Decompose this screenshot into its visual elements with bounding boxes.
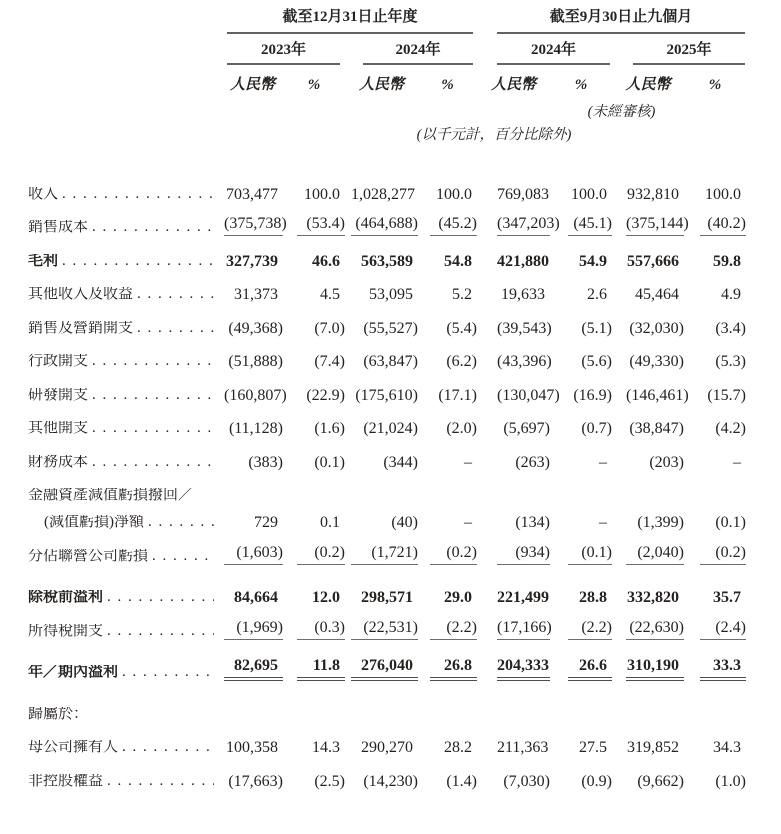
value-cell-fy2023-pct: (7.4) — [314, 353, 345, 370]
percent-header: % — [441, 77, 454, 93]
table-row — [28, 345, 781, 379]
value-cell-fy2023-rmb: (383) — [248, 453, 283, 471]
row-label: 年／期內溢利 — [28, 665, 119, 681]
dot-leader — [148, 515, 214, 531]
dot-leader — [107, 590, 214, 606]
value-cell-fy2024-rmb — [345, 488, 418, 504]
value-cell-9m2024-pct: 54.9 — [579, 252, 607, 270]
row-label: 其他開支 — [28, 421, 89, 437]
value-cell-fy2024-pct: 26.8 — [418, 658, 477, 681]
value-cell-9m2025-pct: (15.7) — [707, 386, 746, 404]
value-cell-9m2024-rmb: 204,333 — [477, 658, 550, 681]
label-column-spacer — [28, 34, 222, 65]
value-cell-9m2025-pct: (2.4) — [684, 620, 746, 640]
year-col-9m2025 — [612, 34, 746, 65]
value-cell-fy2023-pct: (7.0) — [314, 319, 345, 337]
value-cell-fy2023-rmb: 729 — [254, 514, 278, 531]
value-cell-fy2023-pct: (1.6) — [314, 420, 345, 437]
value-cell-9m2025-rmb: (38,847) — [629, 420, 684, 437]
value-cell-fy2024-pct: 29.0 — [444, 589, 472, 606]
value-cell-9m2024-rmb: 421,880 — [497, 252, 549, 270]
value-cell-9m2024-rmb: (130,047) — [497, 386, 560, 404]
value-cell-9m2025-rmb — [612, 488, 684, 504]
value-cell-9m2025-rmb: (22,630) — [612, 620, 684, 640]
value-cell-fy2023-rmb: (160,807) — [224, 386, 287, 404]
value-cell-fy2024-pct: 5.2 — [452, 286, 472, 303]
table-row — [28, 581, 781, 615]
row-label-cell — [28, 774, 222, 790]
row-label-cell — [28, 488, 222, 504]
value-cell-9m2025-rmb: (9,662) — [637, 772, 684, 790]
value-cell-fy2023-rmb: 84,664 — [234, 589, 278, 606]
row-label-cell — [28, 254, 222, 270]
row-label-cell — [28, 590, 222, 606]
value-cell-fy2023-pct: 12.0 — [312, 589, 340, 606]
dot-leader — [92, 354, 214, 370]
value-cell-fy2023-rmb: (49,368) — [228, 319, 283, 337]
table-row — [28, 378, 781, 412]
value-cell-9m2025-pct: (0.2) — [684, 545, 746, 565]
value-cell-fy2024-pct: 54.8 — [444, 252, 472, 270]
value-cell-9m2025-rmb: 310,190 — [612, 658, 684, 681]
value-cell-9m2024-rmb: (43,396) — [497, 353, 552, 370]
table-row — [28, 244, 781, 278]
dot-leader — [92, 388, 214, 404]
value-cell-fy2023-rmb: 703,477 — [226, 185, 278, 203]
value-cell-fy2023-pct: (53.4) — [283, 216, 345, 236]
value-cell-9m2025-pct: 100.0 — [705, 185, 741, 203]
value-cell-9m2025-pct: 59.8 — [713, 252, 741, 270]
row-label: 其他收入及收益 — [28, 287, 134, 303]
dot-leader — [107, 624, 214, 640]
period-group-9m — [477, 10, 746, 34]
row-label: 銷售成本 — [28, 220, 89, 236]
value-cell-fy2023-pct: 14.3 — [312, 739, 340, 756]
table-row — [28, 764, 781, 798]
row-label: 毛利 — [28, 253, 59, 269]
table-row — [28, 278, 781, 312]
currency-header: 人民幣 — [490, 77, 536, 93]
subheader-row — [28, 65, 781, 93]
value-cell-9m2024-rmb: (134) — [515, 514, 550, 531]
note-spacer — [28, 128, 222, 143]
year-col-9m2024 — [477, 34, 612, 65]
table-row — [28, 656, 781, 690]
value-cell-9m2025-pct: 33.3 — [684, 658, 746, 681]
year-label: 2024年 — [497, 34, 610, 65]
value-cell-fy2024-rmb: 1,028,277 — [351, 185, 415, 203]
value-cell-fy2024-pct: – — [464, 453, 472, 471]
value-cell-9m2024-rmb: 769,083 — [497, 185, 549, 203]
value-cell-9m2024-pct: 100.0 — [571, 185, 607, 203]
row-label-cell — [28, 515, 222, 531]
table-body — [28, 177, 781, 798]
dot-leader — [92, 455, 214, 471]
percent-header: % — [708, 77, 722, 93]
value-cell-9m2024-pct: (2.2) — [550, 620, 612, 640]
value-cell-fy2024-pct: (6.2) — [446, 353, 477, 370]
year-label: 2023年 — [227, 34, 340, 65]
dot-leader — [62, 187, 214, 203]
row-label-cell — [28, 624, 222, 640]
value-cell-fy2023-rmb: (1,969) — [222, 620, 283, 640]
year-header-row — [28, 34, 781, 65]
value-cell-fy2023-rmb: 100,358 — [226, 739, 278, 756]
value-cell-9m2025-pct: 4.9 — [721, 286, 741, 303]
value-cell-9m2024-pct: – — [599, 514, 607, 531]
value-cell-fy2024-pct: 28.2 — [444, 739, 472, 756]
value-cell-9m2025-rmb: (203) — [649, 453, 684, 471]
value-cell-fy2024-pct: – — [464, 514, 472, 531]
value-cell-9m2025-rmb: 45,464 — [635, 286, 679, 303]
value-cell-9m2024-rmb: (5,697) — [503, 420, 550, 437]
value-cell-fy2023-pct — [283, 488, 345, 504]
period-group-header-row — [28, 10, 781, 34]
value-cell-fy2023-pct: 11.8 — [283, 658, 345, 681]
value-cell-fy2023-rmb — [222, 488, 283, 504]
value-cell-fy2024-rmb: (22,531) — [345, 620, 418, 640]
value-cell-9m2024-pct: 27.5 — [579, 739, 607, 756]
value-cell-fy2024-rmb: (55,527) — [363, 319, 418, 337]
value-cell-fy2024-rmb: (14,230) — [363, 772, 418, 790]
value-cell-9m2024-rmb: (263) — [515, 453, 550, 471]
value-cell-9m2024-rmb: 211,363 — [497, 739, 549, 756]
value-cell-fy2024-rmb — [345, 707, 418, 723]
value-cell-fy2023-pct: (2.5) — [314, 772, 345, 790]
value-cell-9m2024-rmb — [477, 707, 550, 723]
value-cell-9m2025-rmb: (1,399) — [637, 514, 684, 531]
value-cell-9m2024-pct: (16.9) — [573, 386, 612, 404]
row-label: (減值虧損)淨額 — [44, 515, 144, 531]
currency-header: 人民幣 — [625, 77, 671, 93]
value-cell-fy2024-pct: (2.2) — [418, 620, 477, 640]
dot-leader — [137, 287, 214, 303]
units-note: (以千元計，百分比除外) — [416, 126, 572, 143]
value-cell-9m2024-pct: (0.1) — [550, 545, 612, 565]
dot-leader — [137, 321, 214, 337]
table-row — [28, 512, 781, 539]
value-cell-9m2024-pct — [550, 707, 612, 723]
value-cell-fy2023-rmb: (17,663) — [228, 772, 283, 790]
value-cell-9m2024-pct: 2.6 — [587, 286, 607, 303]
value-cell-9m2025-rmb — [612, 707, 684, 723]
row-label: 行政開支 — [28, 354, 89, 370]
value-cell-9m2025-rmb: (2,040) — [612, 545, 684, 565]
table-row — [28, 177, 781, 211]
row-label: 非控股權益 — [28, 773, 104, 789]
row-label: 研發開支 — [28, 387, 89, 403]
row-label: 銷售及營銷開支 — [28, 320, 134, 336]
value-cell-9m2024-rmb: 221,499 — [497, 589, 549, 606]
value-cell-9m2024-rmb: 19,633 — [501, 286, 545, 303]
value-cell-fy2023-pct: 46.6 — [312, 252, 340, 270]
value-cell-fy2023-pct: 100.0 — [304, 185, 340, 203]
value-cell-fy2023-rmb: (375,738) — [222, 216, 283, 236]
table-row — [28, 614, 781, 648]
value-cell-fy2024-pct: (5.4) — [446, 319, 477, 337]
value-cell-9m2025-pct: – — [733, 453, 741, 471]
value-cell-fy2024-rmb: (464,688) — [345, 216, 418, 236]
value-cell-fy2023-pct: (0.3) — [283, 620, 345, 640]
table-row — [28, 445, 781, 479]
row-label-cell — [28, 665, 222, 681]
row-label-cell — [28, 354, 222, 370]
value-cell-9m2024-rmb — [477, 488, 550, 504]
period-group-title: 截至12月31日止年度 — [227, 10, 473, 34]
value-cell-fy2024-pct: 100.0 — [436, 185, 472, 203]
value-cell-9m2025-rmb: 932,810 — [627, 185, 679, 203]
value-cell-fy2024-rmb: (63,847) — [363, 353, 418, 370]
row-label-cell — [28, 707, 222, 723]
label-column-spacer — [28, 10, 222, 34]
value-cell-fy2024-pct: (1.4) — [446, 772, 477, 790]
value-cell-9m2025-pct — [684, 707, 746, 723]
row-label-cell — [28, 220, 222, 236]
label-column-spacer — [28, 78, 222, 93]
table-row — [28, 479, 781, 513]
value-cell-fy2024-rmb: (40) — [391, 514, 418, 531]
value-cell-fy2023-rmb — [222, 707, 283, 723]
value-cell-9m2025-rmb: (49,330) — [629, 353, 684, 370]
value-cell-fy2024-rmb: (1,721) — [345, 545, 418, 565]
value-cell-fy2023-pct — [283, 707, 345, 723]
value-cell-fy2023-rmb: 327,739 — [226, 252, 278, 270]
dot-leader — [92, 421, 214, 437]
value-cell-fy2024-pct — [418, 707, 477, 723]
value-cell-9m2024-pct: 28.8 — [579, 589, 607, 606]
value-cell-9m2024-pct: (0.9) — [581, 772, 612, 790]
row-label: 收入 — [28, 186, 59, 202]
value-cell-fy2023-pct: 0.1 — [320, 514, 340, 531]
table-row — [28, 539, 781, 573]
value-cell-fy2024-pct: (2.0) — [446, 420, 477, 437]
value-cell-fy2023-pct: (0.1) — [314, 453, 345, 471]
value-cell-9m2025-pct: 35.7 — [713, 589, 741, 606]
table-row — [28, 731, 781, 765]
year-col-fy2023 — [222, 34, 345, 65]
year-col-fy2024 — [345, 34, 477, 65]
year-label: 2024年 — [363, 34, 473, 65]
value-cell-9m2024-rmb: (17,166) — [477, 620, 550, 640]
unaudited-note: (未經審核) — [587, 104, 656, 120]
value-cell-fy2024-rmb: 53,095 — [369, 286, 413, 303]
row-label: 所得稅開支 — [28, 623, 104, 639]
units-note-row — [28, 128, 781, 143]
row-label: 財務成本 — [28, 454, 89, 470]
percent-header: % — [307, 77, 321, 93]
value-cell-9m2025-rmb: (32,030) — [629, 319, 684, 337]
value-cell-fy2023-rmb: 31,373 — [234, 286, 278, 303]
currency-header: 人民幣 — [358, 77, 404, 93]
value-cell-fy2024-rmb: (21,024) — [363, 420, 418, 437]
value-cell-9m2024-rmb: (7,030) — [503, 772, 550, 790]
value-cell-9m2024-pct: (5.1) — [581, 319, 612, 337]
table-row — [28, 412, 781, 446]
value-cell-fy2023-rmb: (1,603) — [222, 545, 283, 565]
table-row — [28, 697, 781, 731]
row-label: 母公司擁有人 — [28, 740, 119, 756]
value-cell-9m2025-pct: (5.3) — [715, 353, 746, 370]
value-cell-9m2025-rmb: 557,666 — [627, 252, 679, 270]
value-cell-fy2024-pct: (45.2) — [418, 216, 477, 236]
currency-header: 人民幣 — [229, 77, 275, 93]
value-cell-9m2024-pct: – — [599, 453, 607, 471]
value-cell-fy2023-pct: 4.5 — [320, 286, 340, 303]
value-cell-fy2023-pct: (0.2) — [283, 545, 345, 565]
period-group-fy — [222, 10, 477, 34]
value-cell-9m2025-rmb: 332,820 — [627, 589, 679, 606]
value-cell-fy2023-rmb: (11,128) — [228, 420, 283, 437]
dot-leader — [152, 549, 214, 565]
value-cell-fy2024-pct: (17.1) — [438, 386, 477, 404]
value-cell-fy2024-rmb: (175,610) — [355, 386, 418, 404]
row-label-cell — [28, 287, 222, 303]
value-cell-fy2024-rmb: 276,040 — [345, 658, 418, 681]
value-cell-9m2024-rmb: (934) — [477, 545, 550, 565]
value-cell-fy2024-pct: (0.2) — [418, 545, 477, 565]
row-label: 分佔聯營公司虧損 — [28, 548, 149, 564]
value-cell-fy2023-pct: (22.9) — [306, 386, 345, 404]
note-spacer — [28, 105, 477, 120]
value-cell-9m2024-pct: (45.1) — [550, 216, 612, 236]
value-cell-fy2024-rmb: 298,571 — [361, 589, 413, 606]
dot-leader — [107, 774, 214, 790]
value-cell-9m2024-rmb: (347,203) — [477, 216, 550, 236]
unaudited-note-row — [28, 105, 781, 120]
value-cell-fy2023-rmb: (51,888) — [228, 353, 283, 370]
value-cell-9m2024-pct: (5.6) — [581, 353, 612, 370]
row-label-cell — [28, 740, 222, 756]
row-label-cell — [28, 187, 222, 203]
value-cell-fy2024-rmb: (344) — [383, 453, 418, 471]
percent-header: % — [574, 77, 588, 93]
value-cell-9m2025-pct — [684, 488, 746, 504]
table-row — [28, 211, 781, 245]
dot-leader — [122, 740, 214, 756]
row-label-cell — [28, 455, 222, 471]
value-cell-9m2025-pct: (1.0) — [715, 772, 746, 790]
dot-leader — [122, 665, 214, 681]
row-label: 金融資產減值虧損撥回／ — [28, 488, 194, 504]
value-cell-fy2023-rmb: 82,695 — [222, 658, 283, 681]
value-cell-9m2025-pct: (40.2) — [684, 216, 746, 236]
table-row — [28, 311, 781, 345]
value-cell-9m2025-pct: (0.1) — [715, 514, 746, 531]
value-cell-fy2024-rmb: 290,270 — [361, 739, 413, 756]
value-cell-fy2024-pct — [418, 488, 477, 504]
value-cell-9m2024-rmb: (39,543) — [497, 319, 552, 337]
value-cell-9m2025-pct: (4.2) — [715, 420, 746, 437]
value-cell-9m2025-rmb: 319,852 — [627, 739, 679, 756]
value-cell-9m2024-pct — [550, 488, 612, 504]
value-cell-9m2025-rmb: (375,144) — [612, 216, 684, 236]
value-cell-9m2024-pct: (0.7) — [581, 420, 612, 437]
year-label: 2025年 — [633, 34, 745, 65]
row-label: 歸屬於： — [28, 706, 89, 722]
row-label-cell — [28, 549, 222, 565]
value-cell-fy2024-rmb: 563,589 — [361, 252, 413, 270]
period-group-title: 截至9月30日止九個月 — [497, 10, 745, 34]
value-cell-9m2025-rmb: (146,461) — [626, 386, 689, 404]
value-cell-9m2025-pct: (3.4) — [715, 319, 746, 337]
dot-leader — [92, 220, 214, 236]
row-label: 除稅前溢利 — [28, 590, 104, 606]
dot-leader — [62, 254, 214, 270]
value-cell-9m2024-pct: 26.6 — [550, 658, 612, 681]
row-label-cell — [28, 321, 222, 337]
row-label-cell — [28, 388, 222, 404]
row-label-cell — [28, 421, 222, 437]
value-cell-9m2025-pct: 34.3 — [713, 739, 741, 756]
